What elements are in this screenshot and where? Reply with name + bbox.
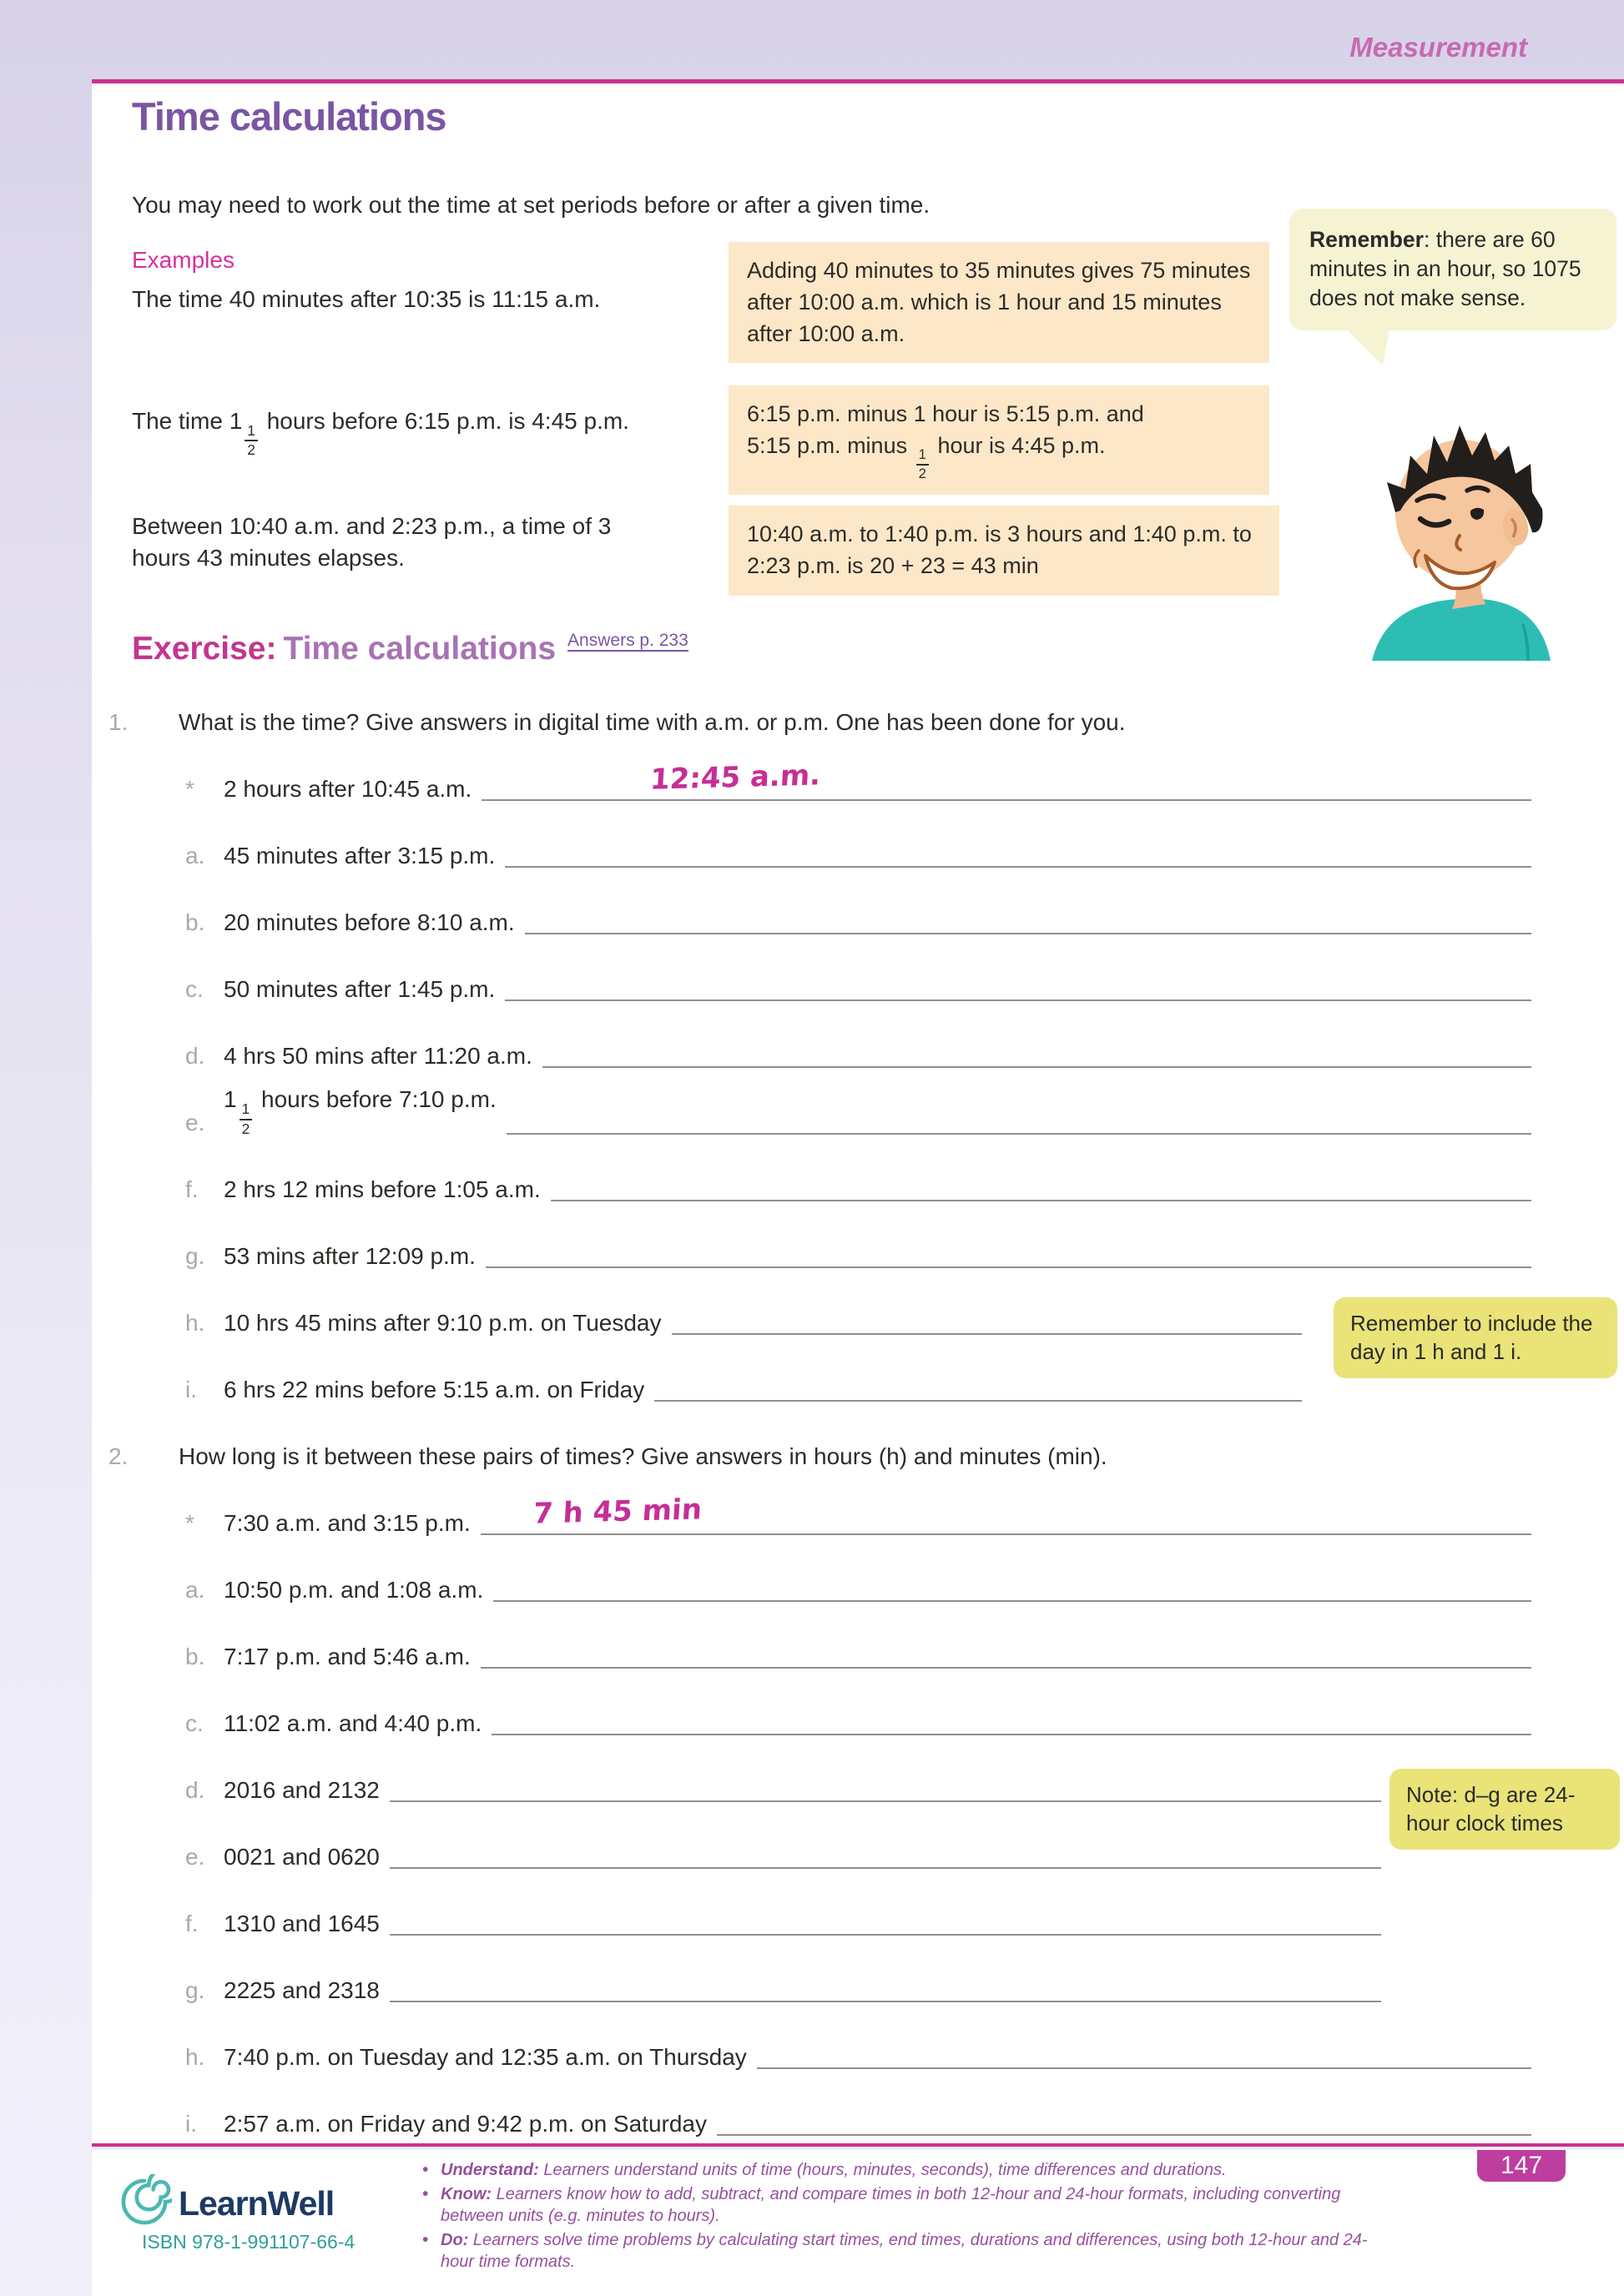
item-marker: h. <box>185 1309 205 1336</box>
question-number: 1. <box>108 709 129 735</box>
item-text: 2016 and 2132 <box>224 1776 380 1803</box>
example-2-text <box>132 405 733 458</box>
question-1-prompt <box>108 709 1126 736</box>
example-3-note: 10:40 a.m. to 1:40 p.m. is 3 hours and 1:40 p.m. to 2:23 p.m. is 20 + 23 = 43 min <box>729 506 1279 596</box>
item-text: 45 minutes after 3:15 p.m. <box>224 842 496 869</box>
learning-outcome-text: Do: Learners solve time problems by calculating start times, end times, durations and differences, using both 12-hour and 24-hour time formats. <box>441 2231 1368 2271</box>
handwritten-answer: 12:45 a.m. <box>648 758 821 797</box>
page-title: Time calculations <box>132 94 446 138</box>
learning-outcomes <box>422 2159 1395 2275</box>
answer-line[interactable] <box>482 758 1531 801</box>
q2-item-e <box>185 1834 1381 1871</box>
item-marker: h. <box>185 2043 205 2070</box>
q1-item-i <box>185 1367 1302 1403</box>
answer-line[interactable] <box>390 1934 1381 1936</box>
item-marker: e. <box>185 1843 205 1870</box>
item-text: 6 hrs 22 mins before 5:15 a.m. on Friday <box>224 1376 645 1402</box>
example-2-pre: The time 1 <box>132 408 243 434</box>
answer-line[interactable] <box>486 1266 1531 1268</box>
item-text: 1 $\frac{1}{2}$ hours before 7:10 p.m. <box>224 1086 497 1137</box>
item-text: 2225 and 2318 <box>224 1976 380 2003</box>
note-line1: 6:15 p.m. minus 1 hour is 5:15 p.m. and <box>747 401 1144 426</box>
q1-item-h <box>185 1300 1302 1337</box>
q2-item-g <box>185 1967 1381 2004</box>
learning-outcome-text: Know: Learners know how to add, subtract, and compare times in both 12-hour and 24-hour formats, including converting between units (e.g. minutes to hours). <box>441 2185 1341 2225</box>
q2-item-b <box>185 1634 1531 1670</box>
answer-line[interactable] <box>551 1200 1531 1201</box>
learning-outcome-text: Understand: Learners understand units of time (hours, minutes, seconds), time differences and durations. <box>441 2161 1227 2179</box>
fraction: $\frac{1}{2}$ <box>245 424 258 458</box>
item-marker: f. <box>185 1910 199 1936</box>
learning-outcome-item <box>422 2159 1395 2181</box>
bullet-icon: • <box>422 2161 429 2179</box>
learnwell-logo-text: LearnWell <box>179 2184 335 2223</box>
q2-item-a <box>185 1567 1531 1604</box>
item-marker: i. <box>185 2110 197 2137</box>
item-text: 7:40 p.m. on Tuesday and 12:35 a.m. on Thursday <box>224 2043 747 2070</box>
item-text: 0021 and 0620 <box>224 1843 380 1870</box>
item-marker: d. <box>185 1776 205 1803</box>
item-text: 11:02 a.m. and 4:40 p.m. <box>224 1709 482 1736</box>
learnwell-logo-icon <box>117 2174 172 2229</box>
item-text: 10 hrs 45 mins after 9:10 p.m. on Tuesday <box>224 1309 662 1336</box>
item-marker: a. <box>185 842 205 869</box>
q1-item-g <box>185 1233 1531 1270</box>
bubble-bold-text: Remember <box>1309 227 1424 252</box>
item-marker: d. <box>185 1042 205 1069</box>
item-text: 50 minutes after 1:45 p.m. <box>224 975 496 1002</box>
q1-reminder-note: Remember to include the day in 1 h and 1 i. <box>1334 1297 1617 1378</box>
remember-speech-bubble <box>1289 209 1616 330</box>
item-marker: f. <box>185 1176 199 1202</box>
answer-line[interactable] <box>525 933 1531 934</box>
item-marker: c. <box>185 975 204 1002</box>
q1-item-f <box>185 1166 1531 1203</box>
examples-label: Examples <box>132 247 235 273</box>
answer-line[interactable] <box>505 866 1531 868</box>
item-marker: i. <box>185 1376 197 1402</box>
item-text: 53 mins after 12:09 p.m. <box>224 1242 476 1269</box>
note-line2-post: hour is 4:45 p.m. <box>937 432 1106 458</box>
exercise-label: Exercise: <box>132 631 277 667</box>
fraction: $\frac{1}{2}$ <box>916 448 929 481</box>
intro-text: You may need to work out the time at set periods before or after a given time. <box>132 192 931 218</box>
fraction: $\frac{1}{2}$ <box>240 1102 253 1136</box>
item-text: 7:30 a.m. and 3:15 p.m. <box>224 1509 471 1536</box>
answer-line[interactable] <box>672 1333 1302 1335</box>
item-marker: * <box>185 775 194 802</box>
answer-line[interactable] <box>481 1493 1531 1535</box>
item-marker: g. <box>185 1242 205 1269</box>
item-text: 1310 and 1645 <box>224 1910 380 1936</box>
bubble-text: : there are 60 minutes in an hour, so 1075 does not make sense. <box>1309 227 1581 311</box>
item-text: 10:50 p.m. and 1:08 a.m. <box>224 1576 484 1603</box>
question-text: What is the time? Give answers in digital time with a.m. or p.m. One has been done for you. <box>179 709 1126 735</box>
exercise-heading <box>132 631 688 667</box>
q2-item-f <box>185 1901 1381 1937</box>
learning-outcome-item <box>422 2183 1395 2227</box>
answer-line[interactable] <box>492 1734 1531 1735</box>
answer-line[interactable] <box>505 999 1531 1001</box>
bullet-icon: • <box>422 2185 429 2203</box>
item-text: 2:57 a.m. on Friday and 9:42 p.m. on Saturday <box>224 2110 708 2137</box>
handwritten-answer: 7 h 45 min <box>532 1493 703 1531</box>
item-marker: a. <box>185 1576 205 1603</box>
answer-line[interactable] <box>390 2001 1381 2002</box>
q1-item-star <box>185 758 1531 803</box>
q1-item-b <box>185 899 1531 936</box>
boy-illustration <box>1359 410 1569 661</box>
q2-item-star <box>185 1493 1531 1537</box>
bullet-icon: • <box>422 2231 429 2249</box>
speech-bubble-tail <box>1344 329 1391 367</box>
q2-item-i <box>185 2101 1531 2137</box>
question-2-prompt <box>108 1443 1107 1470</box>
answer-line[interactable] <box>493 1600 1531 1602</box>
example-1-note: Adding 40 minutes to 35 minutes gives 75 minutes after 10:00 a.m. which is 1 hour and 15 minutes after 10:00 a.m. <box>729 242 1269 363</box>
answer-line[interactable] <box>717 2134 1531 2136</box>
item-marker: b. <box>185 1643 205 1669</box>
item-text: 20 minutes before 8:10 a.m. <box>224 909 515 935</box>
item-text: 2 hrs 12 mins before 1:05 a.m. <box>224 1176 541 1202</box>
item-marker: c. <box>185 1709 204 1736</box>
answer-line[interactable] <box>507 1133 1531 1135</box>
answer-line[interactable] <box>390 1867 1381 1869</box>
q1-item-d <box>185 1033 1531 1070</box>
item-text: 2 hours after 10:45 a.m. <box>224 775 472 802</box>
example-1-text: The time 40 minutes after 10:35 is 11:15 a.m. <box>132 286 601 312</box>
example-3-text: Between 10:40 a.m. and 2:23 p.m., a time of 3 hours 43 minutes elapses. <box>132 513 612 571</box>
example-2-post: hours before 6:15 p.m. is 4:45 p.m. <box>266 408 629 434</box>
item-marker: * <box>185 1509 194 1536</box>
answer-line[interactable] <box>757 2067 1531 2069</box>
answer-line[interactable] <box>481 1667 1531 1669</box>
q2-item-d <box>185 1767 1381 1804</box>
item-text: 4 hrs 50 mins after 11:20 a.m. <box>224 1042 532 1069</box>
item-marker: g. <box>185 1976 205 2003</box>
item-text: 7:17 p.m. and 5:46 a.m. <box>224 1643 471 1669</box>
q1-item-a <box>185 833 1531 869</box>
q1-item-c <box>185 966 1531 1003</box>
q2-clock-note: Note: d–g are 24-hour clock times <box>1389 1769 1620 1850</box>
answer-line[interactable] <box>542 1066 1531 1068</box>
note-line2-pre: 5:15 p.m. minus <box>747 432 908 458</box>
isbn-text: ISBN 978-1-991107-66-4 <box>142 2231 356 2253</box>
question-text: How long is it between these pairs of times? Give answers in hours (h) and minutes (min). <box>179 1443 1107 1469</box>
answers-page-link[interactable]: Answers p. 233 <box>567 631 688 650</box>
q1-item-e <box>185 1086 1531 1137</box>
example-2-note <box>729 385 1269 495</box>
exercise-title: Time calculations <box>283 631 557 667</box>
question-number: 2. <box>108 1443 129 1469</box>
item-marker: b. <box>185 909 205 935</box>
page-number-badge: 147 <box>1477 2150 1566 2182</box>
learning-outcome-item <box>422 2229 1395 2273</box>
answer-line[interactable] <box>654 1400 1302 1402</box>
q2-item-c <box>185 1700 1531 1737</box>
item-marker: e. <box>185 1109 205 1135</box>
chapter-header: Measurement <box>1349 32 1527 63</box>
q2-item-h <box>185 2034 1531 2071</box>
answer-line[interactable] <box>390 1800 1381 1802</box>
